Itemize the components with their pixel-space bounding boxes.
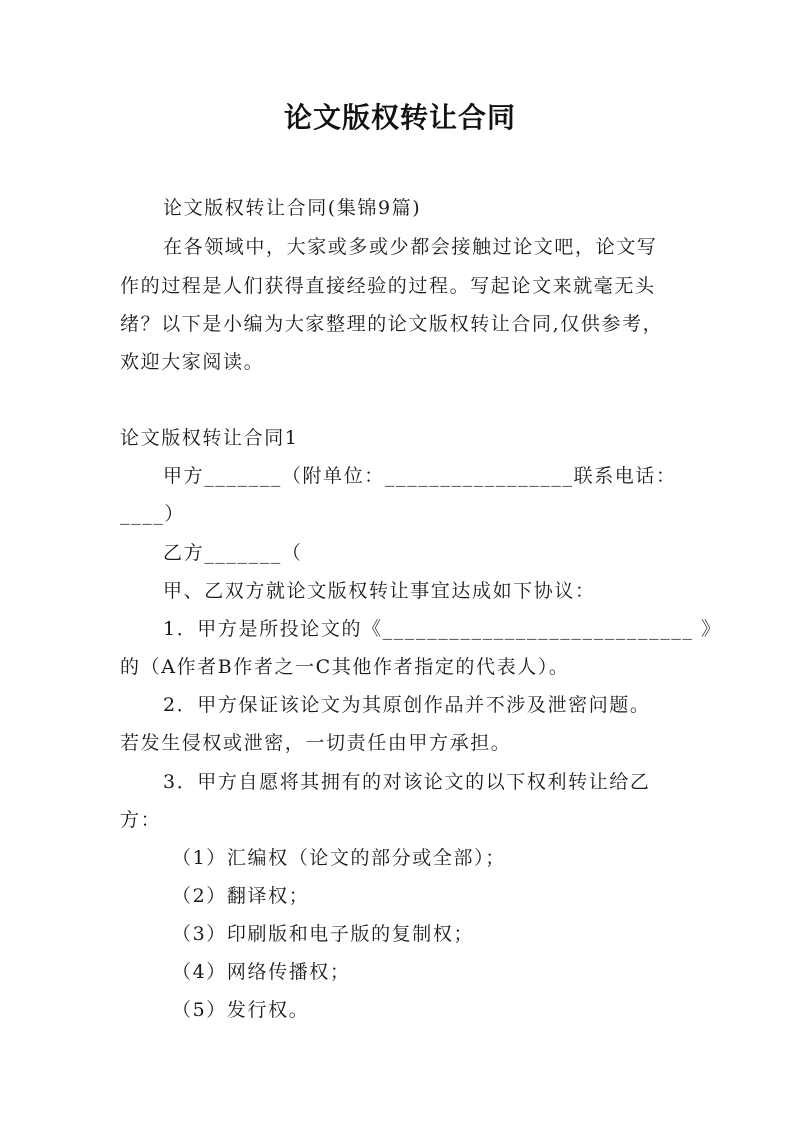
clause-1-line-1: 1．甲方是所投论文的《____________________________ 》 [163,618,722,640]
clause-2-line-1: 2．甲方保证该论文为其原创作品并不涉及泄密问题。 [163,694,651,716]
right-item-2: （2）翻译权； [172,885,310,907]
clause-3-line-1: 3．甲方自愿将其拥有的对该论文的以下权利转让给乙 [163,771,651,793]
document-title: 论文版权转让合同 [283,101,516,134]
clause-3-line-2: 方： [120,809,162,831]
party-b-line: 乙方_______（ [163,542,303,564]
intro-line-2: 作的过程是人们获得直接经验的过程。写起论文来就毫无头 [120,275,656,297]
right-item-4: （4）网络传播权； [172,961,351,983]
intro-line-4: 欢迎大家阅读。 [120,351,265,373]
right-item-5: （5）发行权。 [172,999,310,1021]
clause-2-line-2: 若发生侵权或泄密，一切责任由甲方承担。 [120,732,512,754]
subtitle-line: 论文版权转让合同(集锦9篇) [163,197,422,219]
right-item-3: （3）印刷版和电子版的复制权； [172,923,475,945]
party-a-line-cont: ____） [120,503,186,525]
agreement-line: 甲、乙双方就论文版权转让事宜达成如下协议： [163,580,596,602]
intro-line-1: 在各领域中，大家或多或少都会接触过论文吧，论文写 [163,236,658,258]
clause-1-line-2: 的（A作者B作者之一C其他作者指定的代表人）。 [120,656,570,678]
party-a-line: 甲方_______（附单位：_________________联系电话： [163,465,677,487]
right-item-1: （1）汇编权（论文的部分或全部）； [172,847,506,869]
section-heading: 论文版权转让合同1 [120,427,299,449]
intro-line-3: 绪？以下是小编为大家整理的论文版权转让合同,仅供参考， [120,313,664,335]
